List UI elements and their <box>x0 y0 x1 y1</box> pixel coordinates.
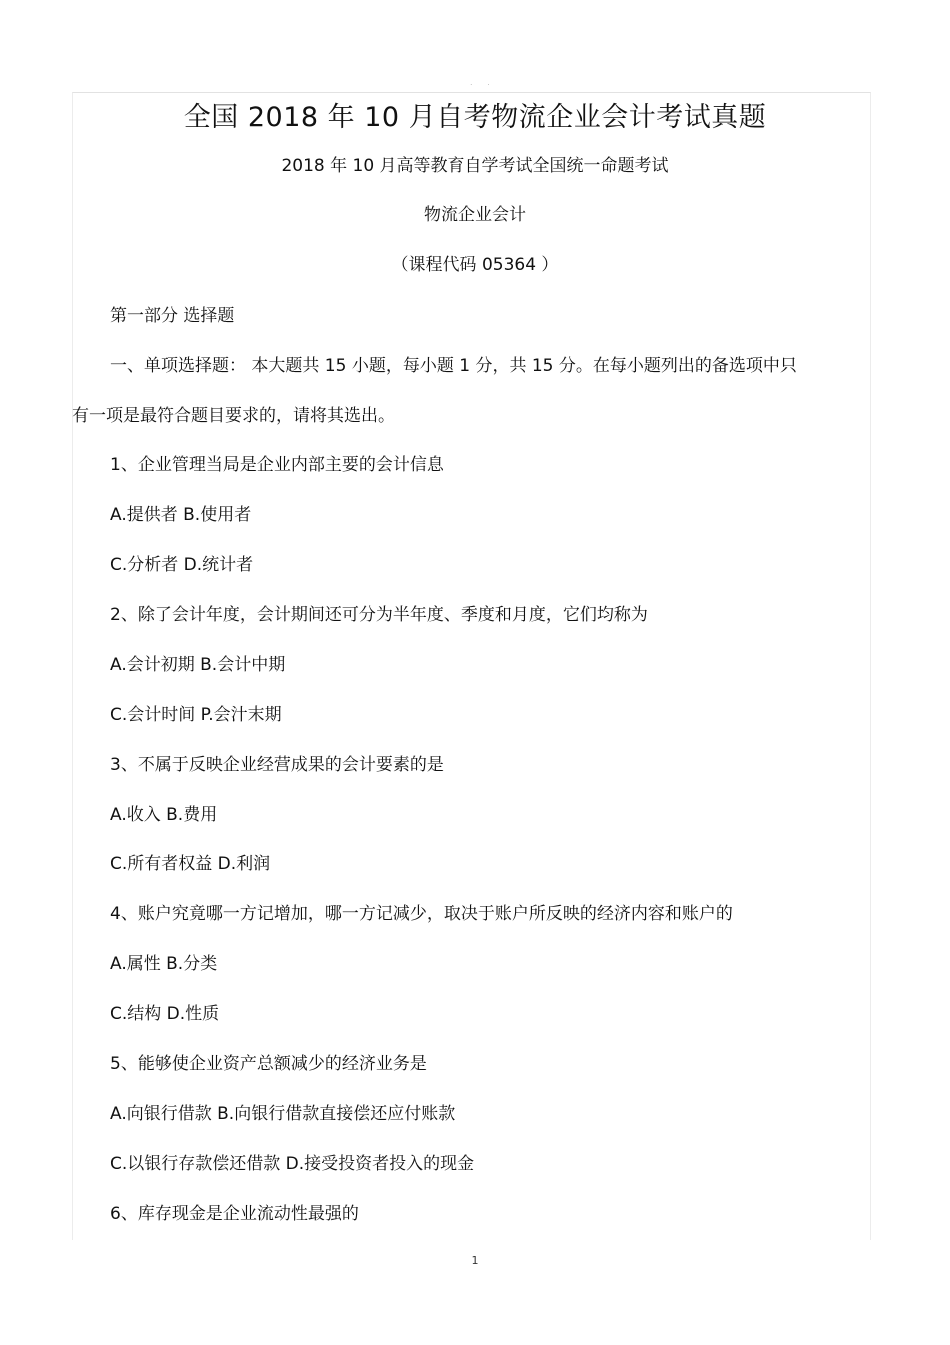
top-crop-mark: . . <box>470 78 496 87</box>
question-options: C.分析者 D.统计者 <box>110 555 254 575</box>
subtitle: 2018 年 10 月高等教育自学考试全国统一命题考试 <box>281 156 669 176</box>
course-name: 物流企业会计 <box>424 205 526 225</box>
question-stem: 5、能够使企业资产总额减少的经济业务是 <box>110 1054 427 1074</box>
question-stem: 6、库存现金是企业流动性最强的 <box>110 1204 359 1224</box>
question-options: A.向银行借款 B.向银行借款直接偿还应付账款 <box>110 1104 456 1124</box>
question-options: C.会计时间 P.会汁末期 <box>110 705 282 725</box>
section-intro: 一、单项选择题： 本大题共 15 小题，每小题 1 分，共 15 分。在每小题列出的备选项中只 <box>110 356 797 376</box>
section-intro-continued: 有一项是最符合题目要求的，请将其选出。 <box>72 406 395 426</box>
question-options: C.所有者权益 D.利润 <box>110 854 271 874</box>
question-stem: 4、账户究竟哪一方记增加，哪一方记减少，取决于账户所反映的经济内容和账户的 <box>110 904 733 924</box>
question-stem: 3、不属于反映企业经营成果的会计要素的是 <box>110 755 444 775</box>
question-options: A.会计初期 B.会计中期 <box>110 655 286 675</box>
part-heading: 第一部分 选择题 <box>110 306 235 326</box>
question-stem: 2、除了会计年度，会计期间还可分为半年度、季度和月度，它们均称为 <box>110 605 648 625</box>
page-title: 全国 2018 年 10 月自考物流企业会计考试真题 <box>183 102 767 133</box>
question-options: A.属性 B.分类 <box>110 954 218 974</box>
question-options: C.以银行存款偿还借款 D.接受投资者投入的现金 <box>110 1154 475 1174</box>
question-stem: 1、企业管理当局是企业内部主要的会计信息 <box>110 455 444 475</box>
question-options: A.提供者 B.使用者 <box>110 505 252 525</box>
question-options: A.收入 B.费用 <box>110 805 218 825</box>
course-code: （课程代码 05364 ） <box>391 255 559 275</box>
question-options: C.结构 D.性质 <box>110 1004 220 1024</box>
page-number: 1 <box>471 1254 479 1267</box>
